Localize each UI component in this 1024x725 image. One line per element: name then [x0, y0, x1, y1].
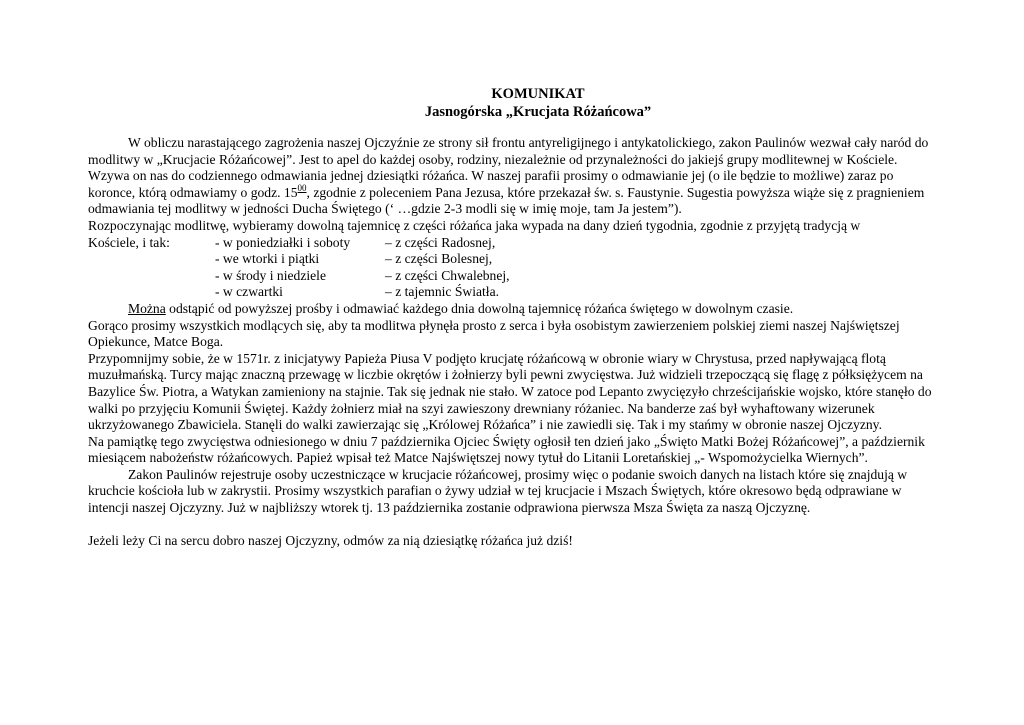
intro-text-cont: , zgodnie z poleceniem Pana Jezusa, które przekazał św. s. Faustynie. — [306, 184, 684, 200]
schedule-row — [88, 251, 938, 268]
time-superscript: 00 — [297, 182, 307, 193]
schedule-mystery: – z tajemnic Światła. — [385, 284, 500, 300]
schedule-days: - we wtorki i piątki — [215, 251, 320, 267]
schedule-mystery: – z części Radosnej, — [385, 234, 496, 250]
paragraph-request: Gorąco prosimy wszystkich modlących się, aby ta modlitwa płynęła prosto z serca i była osobistym zawierzeniem polskiej ziemi naszej Najświętszej Opiekunce, Matce Boga. — [88, 317, 900, 350]
schedule-row — [88, 235, 938, 252]
schedule-mystery: – z części Chwalebnej, — [385, 267, 510, 283]
paragraph-freedom — [88, 301, 938, 318]
closing-appeal: Jeżeli leży Ci na sercu dobro naszej Ojczyzny, odmów za nią dziesiątkę różańca już dziś! — [88, 532, 573, 548]
schedule-days: - w czwartki — [215, 284, 283, 300]
paragraph-feast: Na pamiątkę tego zwycięstwa odniesionego w dniu 7 października Ojciec Święty ogłosił ten dzień jako „Święto Matki Bożej Różańcowej”, a październik miesiącem nabożeństw różańcowych. Papież wpisał też Matce Najświętszej nowy tytuł do Litanii Loretańskiej „- Wspomożycielka Wiernych”. — [88, 433, 925, 466]
document-subtitle: Jasnogórska „Krucjata Różańcowa” — [424, 104, 652, 120]
paragraph-registration: Zakon Paulinów rejestruje osoby uczestniczące w krucjacie różańcowej, prosimy więc o podanie swoich danych na listach które się znajdują w kruchcie kościoła lub w zakrystii. Prosimy wszystkich parafian o żywy udział w tej krucjacie i Mszach Świętych, które okresowo będą odprawiane w intencji naszej Ojczyzny. Już w najbliższy wtorek tj. 13 października zostanie odprawiona pierwsza Msza Święta za naszą Ojczyznę. — [88, 466, 908, 516]
paragraph-history: Przypomnijmy sobie, że w 1571r. z inicjatywy Papieża Piusa V podjęto krucjatę różańcową w obronie wiary w Chrystusa, przed napływającą flotą muzułmańską. Turcy mając znaczną przewagę w liczbie okrętów i żołnierzy byli pewni zwycięstwa. Już widzieli trzepoczącą się flagę z półksiężycem na Bazylice Św. Piotra, a Watykan zamieniony na stajnie. Tak się jednak nie stało. W zatoce pod Lepanto zwycięzyło chrześcijańskie wojsko, które stanęło do walki po przyjęciu Komunii Świętej. Każdy żołnierz miał na szyi zawieszony drewniany różaniec. Na banderze zaś był wyhaftowany wizerunek ukrzyżowanego Zbawiciela. Stanęli do walki zawierzając się „Królowej Różańca” i nie zawiedli się. Tak i my stańmy w obronie naszej Ojczyzny. — [88, 350, 932, 433]
intro-suggestion: Sugestia powyższa wiąże się z pragnieniem odmawiania tej modlitwy w jedności Ducha Świętego (‘ …gdzie 2-3 modli się w imię moje, tam Ja jestem”). — [88, 184, 925, 217]
freedom-text: odstąpić od powyższej prośby i odmawiać każdego dnia dowolną tajemnicę różańca świętego w dowolnym czasie. — [165, 300, 794, 316]
document-title: KOMUNIKAT — [491, 86, 585, 102]
schedule-days: - w środy i niedziele — [215, 267, 326, 283]
schedule-row — [88, 268, 938, 285]
schedule-mystery: – z części Bolesnej, — [385, 251, 493, 267]
mysteries-text: Rozpoczynając modlitwę, wybieramy dowolną tajemnicę z części różańca jaka wypada na dany dzień tygodnia, zgodnie z przyjętą tradycją w — [88, 217, 861, 233]
paragraph-mysteries — [88, 218, 938, 235]
schedule-row — [88, 284, 938, 301]
document-page — [88, 85, 938, 549]
intro-text: W obliczu narastającego zagrożenia naszej Ojczyźnie ze strony sił frontu antyreligijnego i antykatolickiego, zakon Paulinów wezwał cały naród do modlitwy w „Krucjacie Różańcowej”. Jest to apel do każdej osoby, rodziny, niezależnie od przynależności do jakiejś grupy modlitewnej w Kościele. Wzywa on nas do codziennego odmawiania jednej dziesiątki różańca. W naszej parafii prosimy o odmawianie jej (o ile będzie to możliwe) zaraz po koronce, którą odmawiamy o godz. 15 — [88, 135, 929, 200]
underlined-word: Można — [128, 300, 166, 316]
schedule-lead: Kościele, i tak: — [88, 234, 170, 250]
schedule-days: - w poniedziałki i soboty — [215, 234, 351, 250]
paragraph-intro — [88, 135, 938, 218]
mystery-schedule — [88, 235, 938, 301]
